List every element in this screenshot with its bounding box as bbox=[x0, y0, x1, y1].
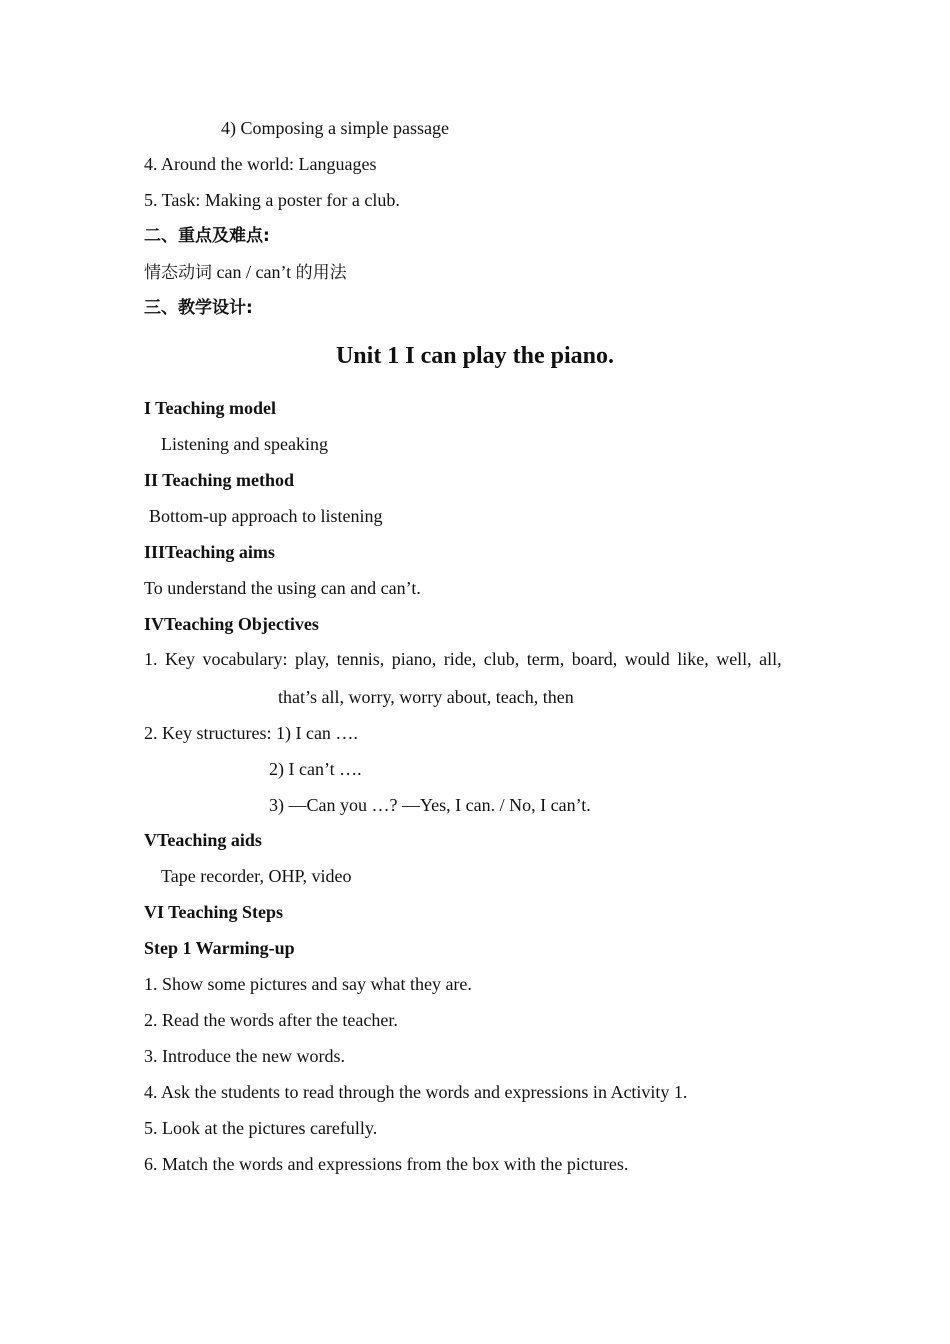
key-points-suffix: 的用法 bbox=[295, 263, 347, 283]
heading-teaching-model: I Teaching model bbox=[144, 398, 277, 418]
section-heading-teaching-design: 三、教学设计: bbox=[144, 298, 253, 318]
key-points-content bbox=[144, 261, 347, 284]
heading-teaching-method: II Teaching method bbox=[144, 470, 295, 490]
heading-teaching-aids: VTeaching aids bbox=[144, 830, 262, 850]
sub-item-composing: 4) Composing a simple passage bbox=[221, 118, 449, 138]
heading-teaching-steps: VI Teaching Steps bbox=[144, 902, 284, 922]
step-1-item: 5. Look at the pictures carefully. bbox=[144, 1118, 378, 1138]
key-vocabulary-line-2: that’s all, worry, worry about, teach, then bbox=[278, 687, 574, 707]
key-structures-line-3: 3) —Can you …? —Yes, I can. / No, I can’t. bbox=[269, 795, 591, 815]
key-points-prefix: 情态动词 bbox=[144, 263, 212, 283]
section-heading-key-points: 二、重点及难点: bbox=[144, 226, 270, 246]
teaching-model-content: Listening and speaking bbox=[161, 434, 328, 454]
heading-teaching-objectives: IVTeaching Objectives bbox=[144, 614, 319, 634]
item-around-the-world: 4. Around the world: Languages bbox=[144, 154, 377, 174]
key-structures-line-2: 2) I can’t …. bbox=[269, 759, 362, 779]
step-1-item: 6. Match the words and expressions from the box with the pictures. bbox=[144, 1154, 629, 1174]
teaching-aids-content: Tape recorder, OHP, video bbox=[161, 866, 352, 886]
key-points-mid: can / can’t bbox=[212, 262, 296, 282]
step-1-item: 2. Read the words after the teacher. bbox=[144, 1010, 398, 1030]
step-1-item: 3. Introduce the new words. bbox=[144, 1046, 345, 1066]
teaching-aims-content: To understand the using can and can’t. bbox=[144, 578, 421, 598]
step-1-item: 4. Ask the students to read through the words and expressions in Activity 1. bbox=[144, 1082, 688, 1102]
key-vocabulary-line-1: 1. Key vocabulary: play, tennis, piano, ride, club, term, board, would like, well, all, bbox=[144, 649, 782, 669]
heading-teaching-aims: IIITeaching aims bbox=[144, 542, 275, 562]
heading-step-1-warming-up: Step 1 Warming-up bbox=[144, 938, 295, 958]
step-1-item: 1. Show some pictures and say what they are. bbox=[144, 974, 472, 994]
item-task: 5. Task: Making a poster for a club. bbox=[144, 190, 400, 210]
teaching-method-content: Bottom-up approach to listening bbox=[149, 506, 383, 526]
unit-title: Unit 1 I can play the piano. bbox=[335, 343, 615, 369]
key-structures-line-1: 2. Key structures: 1) I can …. bbox=[144, 723, 358, 743]
